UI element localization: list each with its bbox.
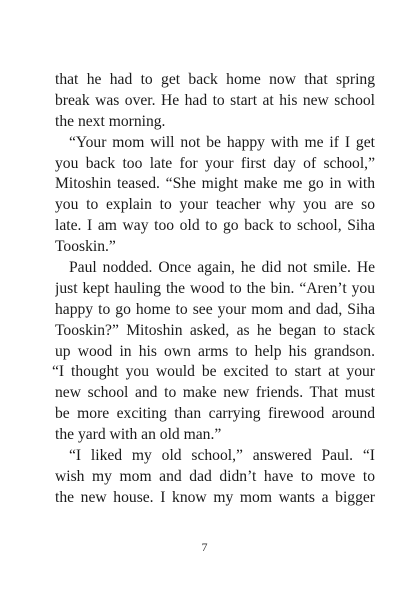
- text-line: that he had to get back home now that spring: [55, 71, 375, 88]
- text-line: wish my mom and dad didn’t have to move to: [55, 467, 375, 485]
- text-line: up wood in his own arms to help his grandson.: [55, 342, 375, 360]
- text-line: late. I am way too old to go back to school, Siha: [55, 217, 375, 235]
- text-line: happy to go home to see your mom and dad, Siha: [55, 300, 375, 318]
- text-line: Mitoshin teased. “She might make me go in with: [55, 175, 375, 193]
- text-line: Tooskin?” Mitoshin asked, as he began to stack: [55, 321, 375, 339]
- body-text: [52, 70, 375, 509]
- text-line: “I thought you would be excited to start at your: [52, 363, 375, 381]
- text-line: be more exciting than carrying firewood around: [55, 405, 375, 423]
- text-line: the next morning.: [55, 112, 166, 130]
- page-number: 7: [201, 540, 208, 554]
- text-line: the yard with an old man.”: [55, 426, 222, 444]
- text-line: “Your mom will not be happy with me if I get: [69, 133, 375, 151]
- text-line: Paul nodded. Once again, he did not smile. He: [69, 259, 375, 277]
- text-line: just kept hauling the wood to the bin. “Aren’t you: [55, 279, 375, 297]
- text-line: the new house. I know my mom wants a bigger: [55, 488, 375, 506]
- text-line: you back too late for your first day of school,”: [55, 154, 375, 172]
- text-line: Tooskin.”: [55, 238, 116, 256]
- text-line: “I liked my old school,” answered Paul. “I: [69, 447, 375, 465]
- text-line: break was over. He had to start at his new school: [55, 91, 375, 109]
- text-line: new school and to make new friends. That must: [55, 384, 375, 402]
- text-line: you to explain to your teacher why you are so: [55, 196, 375, 214]
